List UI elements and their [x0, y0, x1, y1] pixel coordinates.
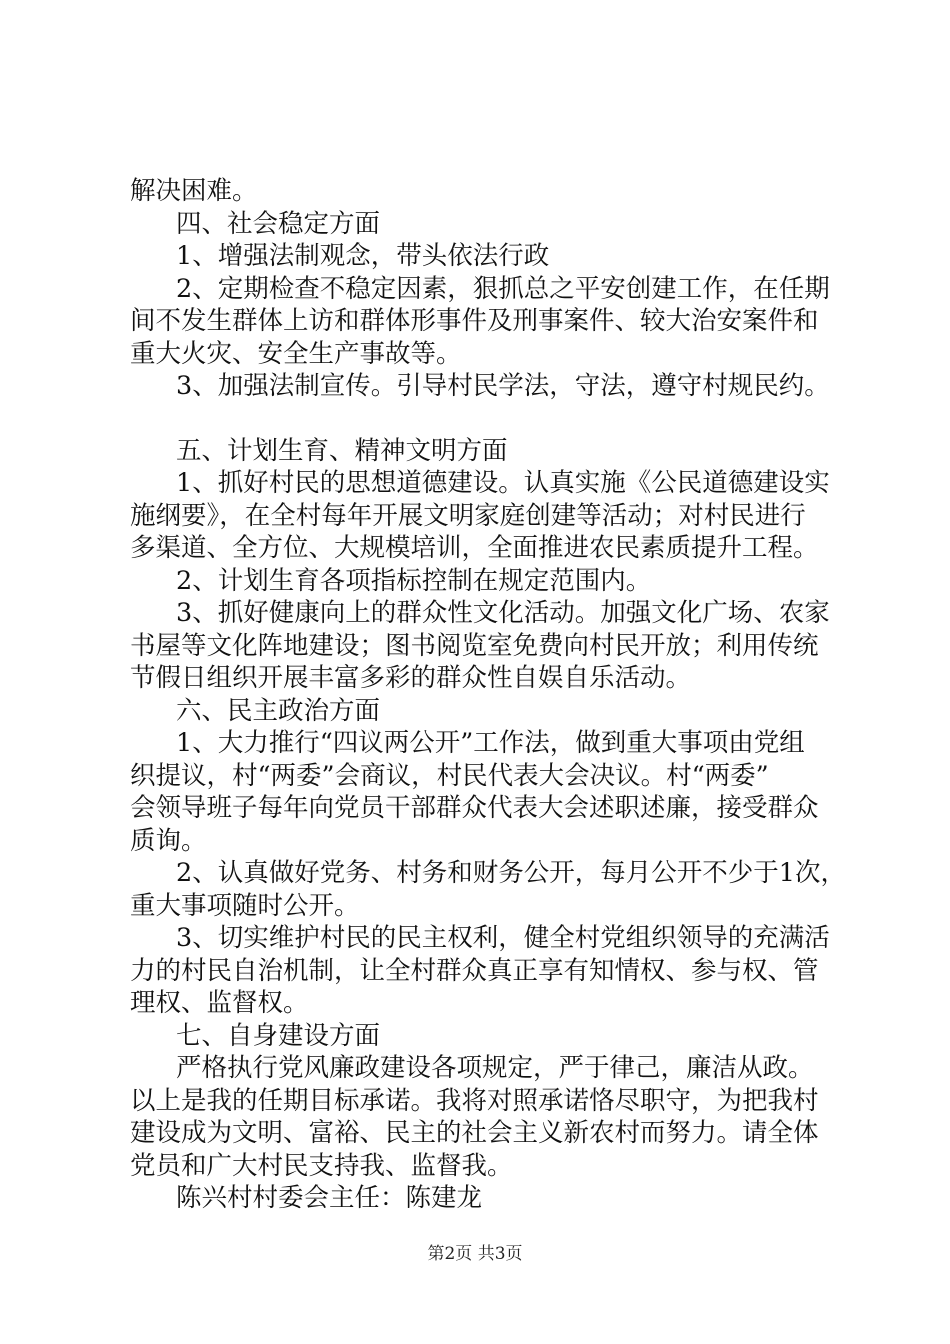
page-number-footer: 第2页 共3页 [427, 1244, 523, 1264]
paragraph-line: 质询。 [130, 825, 207, 856]
section-heading-democratic-politics: 六、民主政治方面 [176, 695, 381, 726]
paragraph-line: 以上是我的任期目标承诺。我将对照承诺恪尽职守，为把我村 [130, 1085, 819, 1116]
paragraph-line: 理权、监督权。 [130, 988, 309, 1018]
signature-line: 陈兴村村委会主任：陈建龙 [176, 1183, 483, 1213]
paragraph-line: 2、定期检查不稳定因素，狠抓总之平安创建工作，在任期 [176, 273, 830, 304]
paragraph-line: 施纲要》，在全村每年开展文明家庭创建等活动；对村民进行 [130, 500, 806, 531]
paragraph-line: 力的村民自治机制，让全村群众真正享有知情权、参与权、管 [130, 955, 819, 986]
paragraph-line: 会领导班子每年向党员干部群众代表大会述职述廉，接受群众 [130, 793, 819, 823]
paragraph-line: 多渠道、全方位、大规模培训，全面推进农民素质提升工程。 [130, 533, 819, 563]
paragraph-line: 3、切实维护村民的民主权利，健全村党组织领导的充满活 [176, 923, 830, 953]
section-heading-social-stability: 四、社会稳定方面 [176, 208, 381, 239]
paragraph-line: 2、认真做好党务、村务和财务公开，每月公开不少于1次， [176, 858, 846, 888]
section-heading-family-planning: 五、计划生育、精神文明方面 [176, 435, 508, 466]
paragraph-line: 节假日组织开展丰富多彩的群众性自娱自乐活动。 [130, 663, 692, 693]
paragraph-line: 2、计划生育各项指标控制在规定范围内。 [176, 565, 652, 596]
paragraph-gap [130, 403, 842, 435]
paragraph-line: 织提议，村“两委”会商议，村民代表大会决议。村“两委” [130, 760, 769, 791]
paragraph-line: 严格执行党风廉政建设各项规定，严于律己，廉洁从政。 [176, 1053, 814, 1083]
document-body [130, 175, 846, 1215]
paragraph-line: 重大火灾、安全生产事故等。 [130, 338, 462, 369]
section-heading-self-construction: 七、自身建设方面 [176, 1020, 381, 1051]
paragraph-line: 1、增强法制观念，带头依法行政 [176, 241, 550, 271]
paragraph-line: 重大事项随时公开。 [130, 890, 360, 921]
paragraph-line: 3、加强法制宣传。引导村民学法，守法，遵守村规民约。 [176, 371, 830, 401]
paragraph-line: 建设成为文明、富裕、民主的社会主义新农村而努力。请全体 [130, 1118, 819, 1148]
paragraph-line: 1、大力推行“四议两公开”工作法，做到重大事项由党组 [176, 728, 805, 758]
paragraph-line: 解决困难。 [130, 176, 258, 206]
paragraph-line: 3、抓好健康向上的群众性文化活动。加强文化广场、农家 [176, 598, 830, 628]
paragraph-line: 间不发生群体上访和群体形事件及刑事案件、较大治安案件和 [130, 306, 819, 336]
paragraph-line: 党员和广大村民支持我、监督我。 [130, 1150, 513, 1181]
paragraph-line: 1、抓好村民的思想道德建设。认真实施《公民道德建设实 [176, 468, 830, 498]
paragraph-line: 书屋等文化阵地建设；图书阅览室免费向村民开放；利用传统 [130, 630, 819, 661]
